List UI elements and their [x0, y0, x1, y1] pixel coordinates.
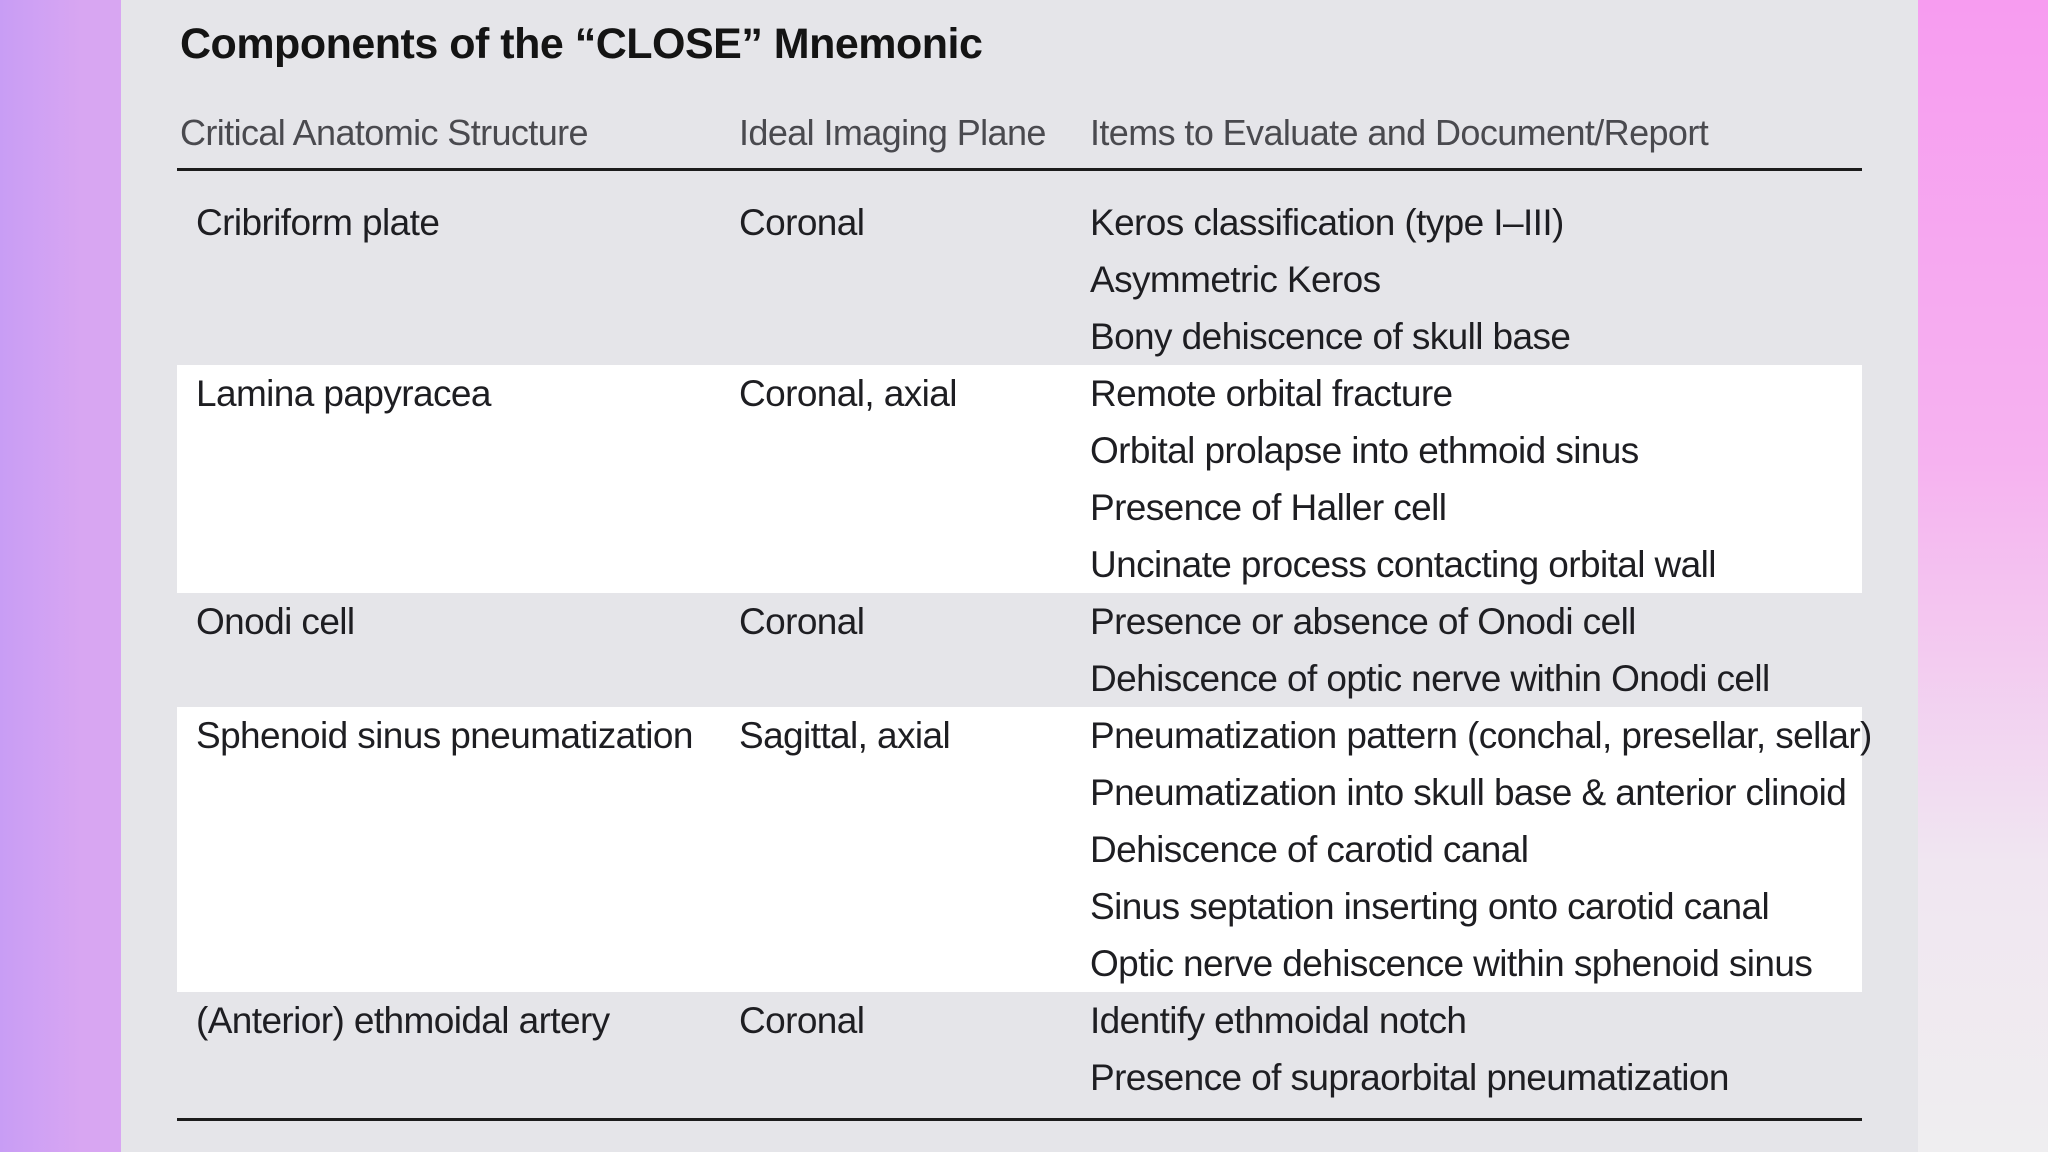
table-row-sphenoid-sinus	[177, 707, 1872, 992]
structure-cell: Cribriform plate	[196, 202, 440, 243]
plane-cell: Sagittal, axial	[739, 715, 951, 756]
structure-cell: Sphenoid sinus pneumatization	[196, 715, 693, 756]
close-mnemonic-table	[177, 100, 1872, 1121]
items-cell	[1090, 707, 1872, 992]
list-item: Dehiscence of optic nerve within Onodi cell	[1090, 658, 1770, 699]
list-item: Presence or absence of Onodi cell	[1090, 601, 1636, 642]
list-item: Bony dehiscence of skull base	[1090, 316, 1571, 357]
structure-cell: Lamina papyracea	[196, 373, 491, 414]
table-row-lamina-papyracea	[177, 365, 1862, 593]
plane-cell: Coronal, axial	[739, 373, 957, 414]
structure-cell: Onodi cell	[196, 601, 355, 642]
list-item: Uncinate process contacting orbital wall	[1090, 544, 1716, 585]
list-item: Pneumatization into skull base & anterior clinoid	[1090, 772, 1847, 813]
plane-cell: Coronal	[739, 1000, 865, 1041]
list-item: Remote orbital fracture	[1090, 373, 1453, 414]
table-header	[177, 100, 1862, 171]
table-row-onodi-cell	[177, 593, 1862, 707]
table-row-cribriform-plate	[177, 194, 1862, 365]
list-item: Orbital prolapse into ethmoid sinus	[1090, 430, 1639, 471]
plane-cell: Coronal	[739, 601, 865, 642]
items-cell	[1090, 992, 1862, 1106]
list-item: Identify ethmoidal notch	[1090, 1000, 1467, 1041]
table-body	[177, 171, 1872, 1121]
header-critical-anatomic-structure: Critical Anatomic Structure	[180, 112, 588, 153]
list-item: Keros classification (type I–III)	[1090, 202, 1564, 243]
background-right-gradient	[1918, 0, 2048, 1152]
list-item: Dehiscence of carotid canal	[1090, 829, 1529, 870]
items-cell	[1090, 194, 1862, 365]
plane-cell: Coronal	[739, 202, 865, 243]
list-item: Pneumatization pattern (conchal, presellar, sellar)	[1090, 715, 1872, 756]
table-row-ethmoidal-artery	[177, 992, 1862, 1106]
structure-cell: (Anterior) ethmoidal artery	[196, 1000, 610, 1041]
items-cell	[1090, 593, 1862, 707]
list-item: Presence of supraorbital pneumatization	[1090, 1057, 1729, 1098]
table-title: Components of the “CLOSE” Mnemonic	[180, 20, 983, 68]
list-item: Presence of Haller cell	[1090, 487, 1447, 528]
header-ideal-imaging-plane: Ideal Imaging Plane	[739, 112, 1046, 153]
header-items-to-evaluate: Items to Evaluate and Document/Report	[1090, 112, 1709, 153]
list-item: Asymmetric Keros	[1090, 259, 1381, 300]
items-cell	[1090, 365, 1862, 593]
list-item: Optic nerve dehiscence within sphenoid sinus	[1090, 943, 1813, 984]
list-item: Sinus septation inserting onto carotid canal	[1090, 886, 1770, 927]
